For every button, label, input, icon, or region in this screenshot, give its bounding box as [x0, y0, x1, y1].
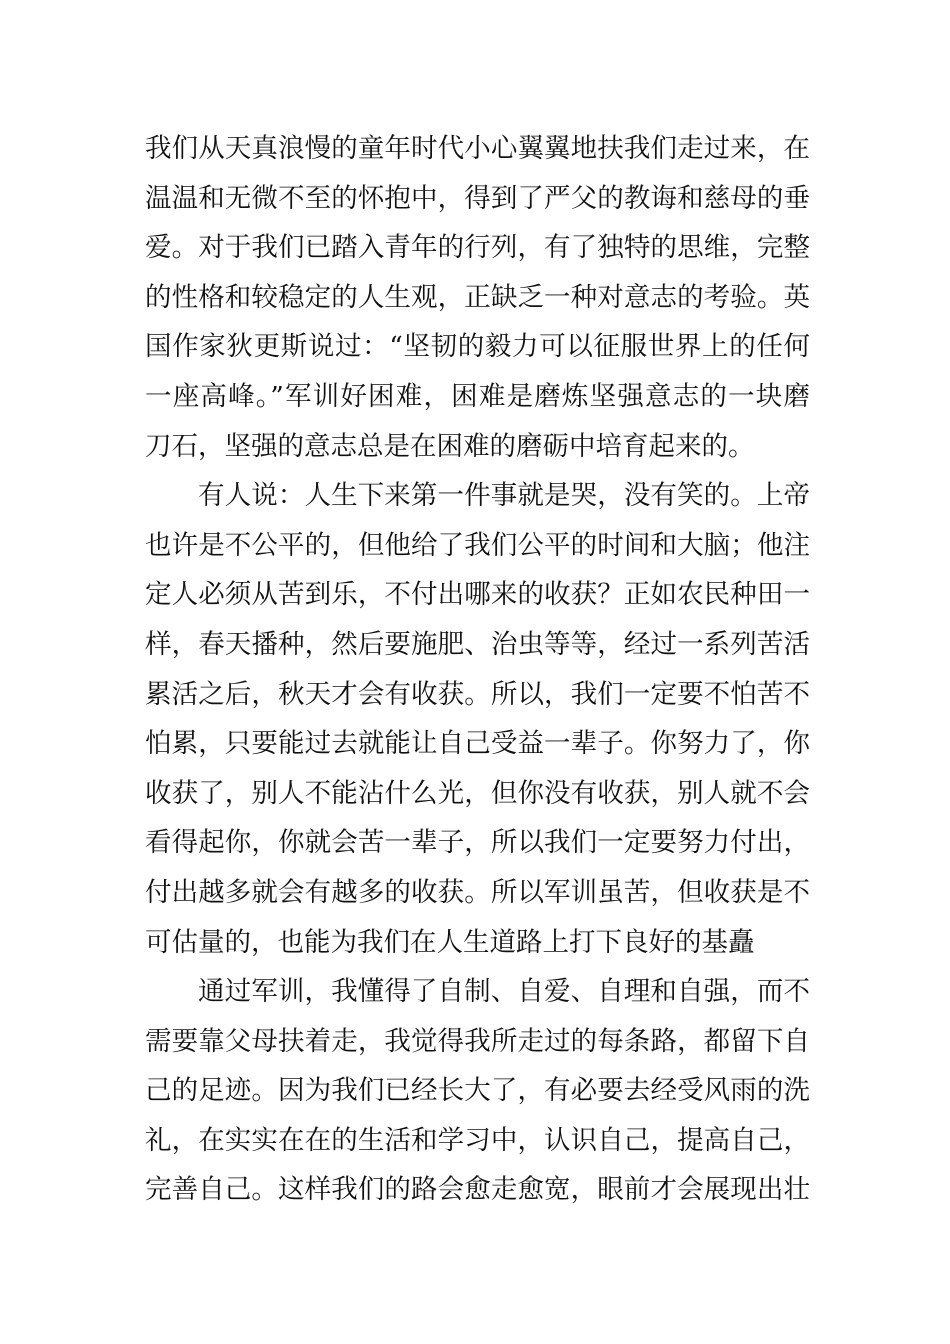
text-line: 需要靠父母扶着走，我觉得我所走过的每条路，都留下自 [145, 1025, 810, 1057]
text-line: 的性格和较稳定的人生观，正缺乏一种对意志的考验。英 [145, 281, 810, 313]
article-body [145, 124, 810, 1215]
text-line: 礼，在实实在在的生活和学习中，认识自己，提高自己， [145, 1124, 810, 1156]
text-line: 累活之后，秋天才会有收获。所以，我们一定要不怕苦不 [145, 678, 810, 710]
text-line: 收获了，别人不能沾什么光，但你没有收获，别人就不会 [145, 777, 810, 809]
text-line: 我们从天真浪慢的童年时代小心翼翼地扶我们走过来，在 [145, 133, 810, 164]
text-line: 温温和无微不至的怀抱中，得到了严父的教诲和慈母的垂 [145, 182, 810, 214]
text-line: 刀石，坚强的意志总是在困难的磨砺中培育起来的。 [145, 430, 755, 462]
paragraph-first-line: 有人说：人生下来第一件事就是哭，没有笑的。上帝 [198, 480, 810, 512]
text-line: 定人必须从苦到乐，不付出哪来的收获？正如农民种田一 [145, 579, 810, 611]
text-line: 己的足迹。因为我们已经长大了，有必要去经受风雨的洗 [145, 1075, 810, 1107]
text-line: 国作家狄更斯说过：“坚韧的毅力可以征服世界上的任何 [145, 331, 810, 363]
text-line: 样，春天播种，然后要施肥、治虫等等，经过一系列苦活 [145, 628, 810, 660]
text-line: 怕累，只要能过去就能让自己受益一辈子。你努力了，你 [145, 728, 810, 760]
text-line: 一座高峰。”军训好困难，困难是磨炼坚强意志的一块磨 [145, 380, 810, 412]
text-line: 也许是不公平的，但他给了我们公平的时间和大脑；他注 [145, 529, 810, 561]
text-line: 付出越多就会有越多的收获。所以军训虽苦，但收获是不 [145, 876, 810, 908]
text-line: 完善自己。这样我们的路会愈走愈宽，眼前才会展现出壮 [145, 1174, 810, 1206]
text-line: 可估量的，也能为我们在人生道路上打下良好的基矗 [145, 926, 755, 958]
paragraph-first-line: 通过军训，我懂得了自制、自爱、自理和自强，而不 [198, 976, 810, 1008]
text-line: 爱。对于我们已踏入青年的行列，有了独特的思维，完整 [145, 232, 810, 264]
text-line: 看得起你，你就会苦一辈子，所以我们一定要努力付出， [145, 827, 810, 859]
